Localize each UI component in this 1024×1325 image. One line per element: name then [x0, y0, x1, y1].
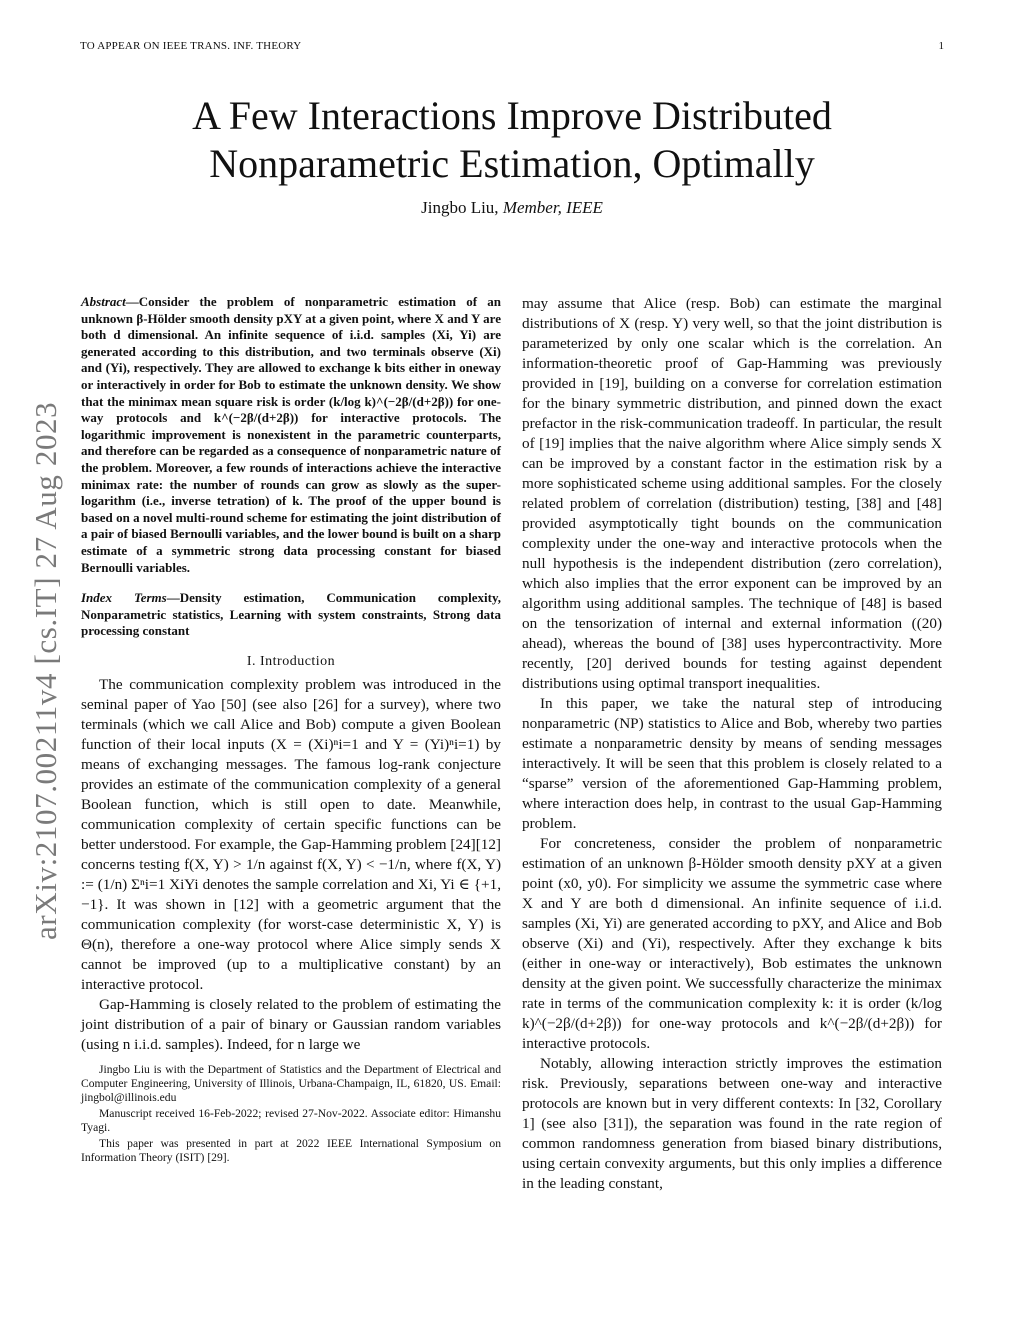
right-paragraph-4: Notably, allowing interaction strictly improves the estimation risk. Previously, separations between one-way and interactive protocols are known but in very different contexts: In [32, Corollary 1] (see also [31]), the separation was found in the rate region of common randomness generation from biased binary distributions, using certain convexity arguments, but this only implies a difference in the leading constant, — [522, 1055, 942, 1192]
paper-title — [80, 92, 944, 188]
index-terms-text: —Density estimation, Communication complexity, Nonparametric statistics, Learning with system constraints, Strong data processing constant — [81, 590, 502, 639]
footnote-presentation: This paper was presented in part at 2022 IEEE International Symposium on Information Theory (ISIT) [29]. — [81, 1136, 501, 1164]
footnote-affiliation: Jingbo Liu is with the Department of Statistics and the Department of Electrical and Computer Engineering, University of Illinois, Urbana-Champaign, IL, 61820, US. Email: jingbol@illinois.edu — [81, 1062, 501, 1104]
intro-paragraph-1: The communication complexity problem was introduced in the seminal paper of Yao [50] (see also [26] for a survey), where two terminals (which we call Alice and Bob) compute a given Boolean function of their local inputs (X = (Xi)ⁿi=1 and Y = (Yi)ⁿi=1) by means of exchanging messages. The famous log-rank conjecture provides an estimate of the communication complexity of a general Boolean function, which is still open to date. Meanwhile, communication complexity of certain specific functions can be better understood. For example, the Gap-Hamming problem [24][12] concerns testing f(X, Y) > 1/n against f(X, Y) < −1/n, where f(X, Y) := (1/n) Σⁿi=1 XiYi denotes the sample correlation and Xi, Yi ∈ {+1, −1}. It was shown in [12] with a geometric argument that the communication complexity (for worst-case deterministic X, Y) is Θ(n), therefore a one-way protocol where Alice simply sends X cannot be improved (up to a multiplicative constant) by an interactive protocol. — [81, 675, 501, 993]
right-column — [522, 294, 942, 1194]
section-heading: I. Introduction — [246, 653, 336, 669]
abstract-label: Abstract — [81, 294, 126, 309]
intro-paragraph-2: Gap-Hamming is closely related to the problem of estimating the joint distribution of a pair of binary or Gaussian random variables (using n i.i.d. samples). Indeed, for n large we — [81, 995, 501, 1053]
author-affiliation-role: Member, IEEE — [502, 198, 603, 217]
author-line — [80, 198, 944, 218]
page-number: 1 — [938, 40, 944, 52]
arxiv-stamp: arXiv:2107.00211v4 [cs.IT] 27 Aug 2023 — [28, 401, 63, 940]
right-paragraph-3: For concreteness, consider the problem of nonparametric estimation of an unknown β-Hölder smooth density pXY at a given point (x0, y0). For simplicity we assume the symmetric case where X and Y are both d dimensional. An infinite sequence of i.i.d. samples (Xi, Yi) are generated according to pXY, and Alice and Bob observe (Xi) and (Yi), respectively. After they exchange k bits (either in one-way or interactively), Bob estimates the unknown density at the given point. We successfully characterize the minimax rate in terms of the communication complexity k: it is order (k/log k)^(−2β/(d+2β)) for one-way protocols and k^(−2β/(d+2β)) for interactive protocols. — [522, 835, 942, 1052]
author-name: Jingbo Liu, — [421, 198, 499, 217]
title-line-1: A Few Interactions Improve Distributed — [192, 93, 832, 138]
running-head: TO APPEAR ON IEEE TRANS. INF. THEORY — [80, 40, 302, 52]
right-paragraph-1: may assume that Alice (resp. Bob) can estimate the marginal distributions of X (resp. Y) very well, so that the joint distribution is parameterized by only one scalar which is the correlation. An information-theoretic proof of Gap-Hamming was previously provided in [19], building on a converse for correlation estimation for the binary symmetric distribution, and pinned down the exact prefactor in the risk-communication tradeoff. In particular, the result of [19] implies that the naive algorithm where Alice simply sends X can be improved by a constant factor in the estimation risk by a more sophisticated scheme using additional samples. For the closely related problem of correlation (distribution) testing, [38] and [48] provided asymptotically tight bounds on the communication complexity under the one-way and interactive protocols when the null hypothesis is the independent distribution (zero correlation), which also implies that the error exponent can be improved by an algorithm using additional samples. The technique of [48] is based on the tensorization of internal and external information ((20) ahead), whereas the bound of [38] uses hypercontractivity. More recently, [20] derived bounds for testing against dependent distributions using optimal transport inequalities. — [522, 295, 942, 692]
left-column — [81, 294, 501, 1167]
right-paragraph-2: In this paper, we take the natural step of introducing nonparametric (NP) statistics to Alice and Bob, whereby two parties estimate a nonparametric density by means of sending messages interactively. It will be seen that this problem is closely related to a “sparse” version of the aforementioned Gap-Hamming problem, where interaction does help, in contrast to the usual Gap-Hamming problem. — [522, 695, 942, 832]
title-line-2: Nonparametric Estimation, Optimally — [209, 141, 815, 186]
index-terms-label: Index Terms — [81, 590, 167, 606]
running-header — [80, 40, 944, 58]
index-terms — [81, 590, 501, 640]
footnote-manuscript: Manuscript received 16-Feb-2022; revised 27-Nov-2022. Associate editor: Himanshu Tyagi. — [81, 1106, 501, 1134]
abstract — [81, 294, 501, 576]
abstract-text: —Consider the problem of nonparametric estimation of an unknown β-Hölder smooth density pXY at a given point, where X and Y are both d dimensional. An infinite sequence of i.i.d. samples (Xi, Yi) are generated according to this distribution, and two terminals observe (Xi) and (Yi), respectively. They are allowed to exchange k bits either in oneway or interactively in order for Bob to estimate the unknown density. We show that the minimax mean square risk is order (k/log k)^(−2β/(d+2β)) for one-way protocols and k^(−2β/(d+2β)) for interactive protocols. The logarithmic improvement is nonexistent in the parametric counterparts, and therefore can be regarded as a consequence of nonparametric nature of the problem. Moreover, a few rounds of interactions achieve the interactive minimax rate: the number of rounds can grow as slowly as the super-logarithm (i.e., inverse tetration) of k. The proof of the upper bound is based on a novel multi-round scheme for estimating the joint distribution of a pair of biased Bernoulli variables, and the lower bound is built on a sharp estimate of a symmetric strong data processing constant for biased Bernoulli variables. — [81, 294, 501, 575]
